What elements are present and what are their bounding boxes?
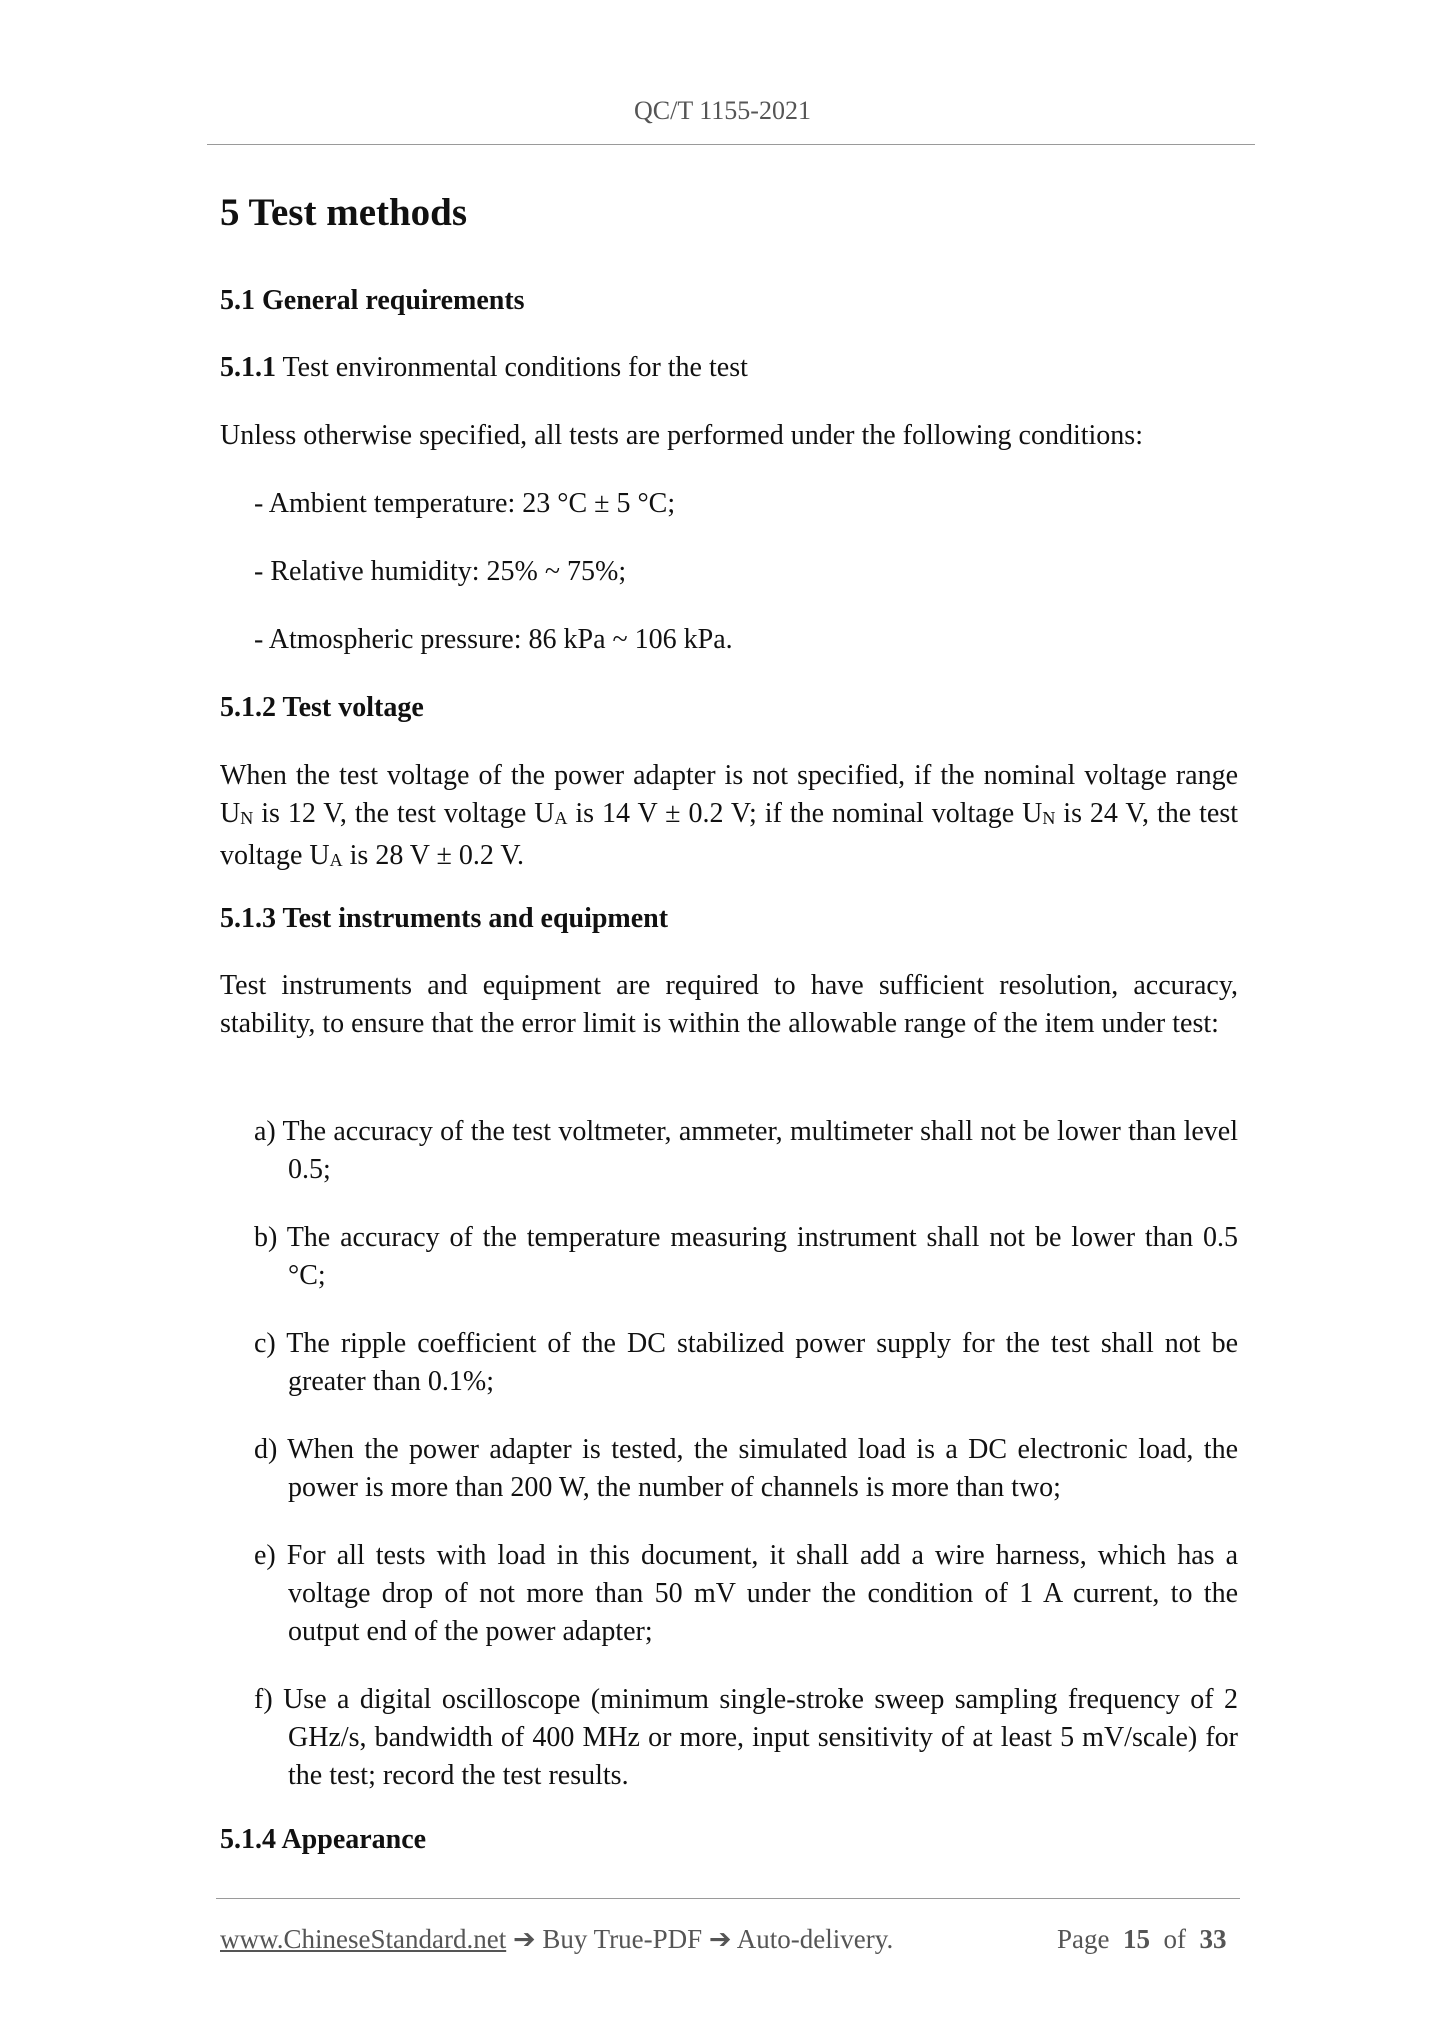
footer-divider — [216, 1898, 1240, 1899]
subsection-heading-5-1: 5.1 General requirements — [220, 285, 525, 316]
header-divider — [207, 144, 1255, 145]
condition-item: - Ambient temperature: 23 °C ± 5 °C; — [254, 488, 676, 519]
list-item: d) When the power adapter is tested, the simulated load is a DC electronic load, the power is more than 200 W, the number of channels is more than two; — [254, 1434, 1238, 1503]
list-item: c) The ripple coefficient of the DC stabilized power supply for the test shall not be greater than 0.1%; — [254, 1328, 1238, 1397]
subsection-heading-5-1-4: 5.1.4 Appearance — [220, 1824, 427, 1855]
test-voltage-paragraph: When the test voltage of the power adapter is not specified, if the nominal voltage range $U_N$ is 12 V, the test voltage $U_A$ is 14 V ± 0.2 V; if the nominal voltage $U_N$ is 24 V, the test voltage $U_A$ is 28 V ± 0.2 V. — [220, 760, 1238, 871]
page-label: Page — [1057, 1924, 1110, 1954]
list-item: b) The accuracy of the temperature measuring instrument shall not be lower than 0.5 °C; — [254, 1222, 1238, 1291]
website-link[interactable]: www.ChineseStandard.net — [220, 1924, 507, 1954]
condition-item: - Atmospheric pressure: 86 kPa ~ 106 kPa. — [254, 624, 733, 655]
footer-promo — [220, 1924, 893, 1955]
subsection-title: Test environmental conditions for the test — [276, 352, 748, 383]
section-heading: 5 Test methods — [220, 191, 468, 234]
of-label: of — [1163, 1924, 1186, 1954]
page-total: 33 — [1199, 1924, 1227, 1954]
subsection-heading-5-1-1 — [220, 352, 748, 384]
page-number — [1057, 1924, 1226, 1955]
subsection-heading-5-1-2: 5.1.2 Test voltage — [220, 692, 424, 723]
arrow-right-icon: ➔ — [512, 1924, 536, 1954]
list-item: f) Use a digital oscilloscope (minimum single-stroke sweep sampling frequency of 2 GHz/s, bandwidth of 400 MHz or more, input sensitivity of at least 5 mV/scale) for the test; record the test results. — [254, 1684, 1238, 1791]
buy-pdf-text: Buy True-PDF — [542, 1924, 703, 1954]
condition-item: - Relative humidity: 25% ~ 75%; — [254, 556, 627, 587]
list-item: e) For all tests with load in this document, it shall add a wire harness, which has a voltage drop of not more than 50 mV under the condition of 1 A current, to the output end of the power adapter; — [254, 1540, 1238, 1647]
conditions-intro: Unless otherwise specified, all tests are performed under the following conditions: — [220, 420, 1143, 451]
subsection-number: 5.1.1 — [220, 352, 276, 383]
list-item: a) The accuracy of the test voltmeter, ammeter, multimeter shall not be lower than level 0.5; — [254, 1116, 1238, 1185]
instruments-intro: Test instruments and equipment are required to have sufficient resolution, accuracy, stability, to ensure that the error limit is within the allowable range of the item under test: — [220, 970, 1238, 1039]
subsection-heading-5-1-3: 5.1.3 Test instruments and equipment — [220, 903, 669, 934]
arrow-right-icon: ➔ — [708, 1924, 732, 1954]
delivery-text: Auto-delivery. — [736, 1924, 894, 1954]
page-current: 15 — [1122, 1924, 1150, 1954]
header-document-code: QC/T 1155-2021 — [634, 96, 811, 125]
